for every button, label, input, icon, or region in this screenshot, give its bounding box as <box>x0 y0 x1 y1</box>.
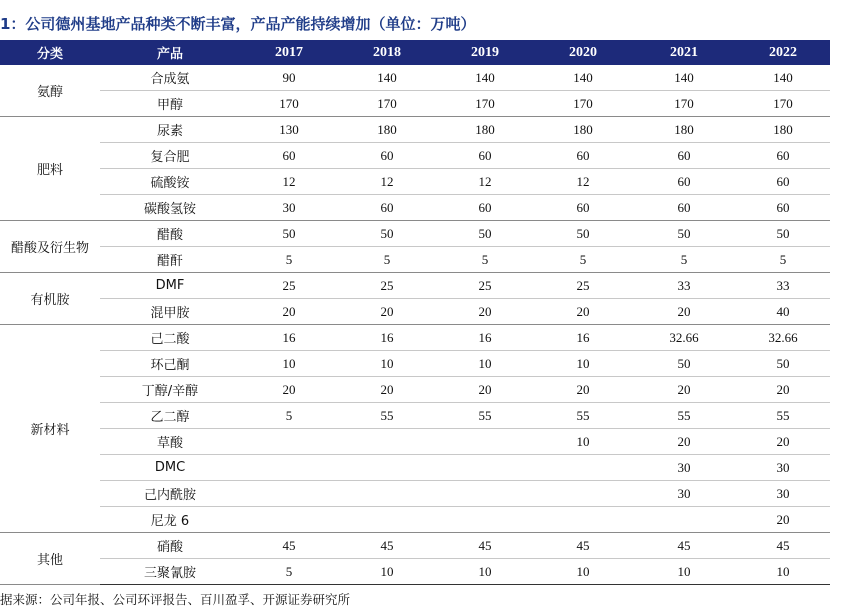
header-category: 分类 <box>0 40 100 65</box>
value-cell: 180 <box>632 117 736 143</box>
value-cell: 12 <box>240 169 338 195</box>
table-row <box>0 455 830 481</box>
category-cell: 肥料 <box>0 117 100 221</box>
category-cell: 有机胺 <box>0 273 100 325</box>
category-cell: 氨醇 <box>0 65 100 117</box>
value-cell: 16 <box>534 325 632 351</box>
value-cell: 10 <box>534 429 632 455</box>
value-cell: 10 <box>338 351 436 377</box>
value-cell: 16 <box>338 325 436 351</box>
product-cell: 醋酐 <box>100 247 240 273</box>
product-cell: 三聚氰胺 <box>100 559 240 585</box>
value-cell: 30 <box>632 481 736 507</box>
value-cell: 50 <box>534 221 632 247</box>
table-row <box>0 221 830 247</box>
table-row <box>0 507 830 533</box>
table-row <box>0 377 830 403</box>
value-cell: 20 <box>240 377 338 403</box>
value-cell: 10 <box>436 351 534 377</box>
value-cell: 10 <box>240 351 338 377</box>
product-cell: 碳酸氢铵 <box>100 195 240 221</box>
value-cell: 55 <box>534 403 632 429</box>
product-cell: 醋酸 <box>100 221 240 247</box>
value-cell: 32.66 <box>632 325 736 351</box>
value-cell <box>632 507 736 533</box>
value-cell: 25 <box>338 273 436 299</box>
header-year: 2022 <box>736 40 830 65</box>
value-cell: 45 <box>736 533 830 559</box>
source-note: 据来源：公司年报、公司环评报告、百川盈孚、开源证券研究所 <box>0 592 351 607</box>
value-cell <box>436 507 534 533</box>
product-cell: 甲醇 <box>100 91 240 117</box>
value-cell: 60 <box>632 195 736 221</box>
product-cell: DMF <box>100 273 240 299</box>
table-row <box>0 273 830 299</box>
value-cell: 20 <box>632 377 736 403</box>
value-cell: 33 <box>736 273 830 299</box>
value-cell: 20 <box>338 299 436 325</box>
value-cell: 55 <box>436 403 534 429</box>
product-cell: 合成氨 <box>100 65 240 91</box>
value-cell: 33 <box>632 273 736 299</box>
table-row <box>0 403 830 429</box>
value-cell: 5 <box>736 247 830 273</box>
value-cell: 170 <box>632 91 736 117</box>
table-row <box>0 559 830 585</box>
value-cell: 180 <box>534 117 632 143</box>
value-cell: 10 <box>736 559 830 585</box>
header-year: 2020 <box>534 40 632 65</box>
value-cell: 45 <box>632 533 736 559</box>
value-cell: 170 <box>240 91 338 117</box>
value-cell: 50 <box>736 351 830 377</box>
value-cell: 60 <box>632 143 736 169</box>
product-cell: 硝酸 <box>100 533 240 559</box>
table-row <box>0 351 830 377</box>
value-cell: 45 <box>338 533 436 559</box>
value-cell: 20 <box>338 377 436 403</box>
product-cell: 乙二醇 <box>100 403 240 429</box>
value-cell: 170 <box>736 91 830 117</box>
value-cell: 60 <box>736 195 830 221</box>
value-cell <box>534 481 632 507</box>
value-cell <box>338 429 436 455</box>
value-cell: 180 <box>338 117 436 143</box>
value-cell: 5 <box>436 247 534 273</box>
product-cell: 尿素 <box>100 117 240 143</box>
product-cell: 环己酮 <box>100 351 240 377</box>
value-cell: 12 <box>534 169 632 195</box>
value-cell: 50 <box>338 221 436 247</box>
value-cell: 45 <box>436 533 534 559</box>
value-cell: 60 <box>436 143 534 169</box>
header-product: 产品 <box>100 40 240 65</box>
value-cell <box>436 455 534 481</box>
value-cell: 16 <box>436 325 534 351</box>
value-cell: 60 <box>736 169 830 195</box>
value-cell: 30 <box>736 455 830 481</box>
value-cell: 170 <box>338 91 436 117</box>
value-cell: 25 <box>240 273 338 299</box>
value-cell: 25 <box>534 273 632 299</box>
value-cell: 30 <box>736 481 830 507</box>
product-cell: 混甲胺 <box>100 299 240 325</box>
value-cell: 45 <box>534 533 632 559</box>
value-cell: 16 <box>240 325 338 351</box>
table-row <box>0 325 830 351</box>
value-cell: 12 <box>436 169 534 195</box>
value-cell: 30 <box>632 455 736 481</box>
value-cell: 180 <box>736 117 830 143</box>
value-cell: 60 <box>338 195 436 221</box>
value-cell: 10 <box>534 559 632 585</box>
value-cell: 50 <box>632 221 736 247</box>
value-cell: 10 <box>436 559 534 585</box>
table-body <box>0 65 830 585</box>
value-cell: 50 <box>436 221 534 247</box>
value-cell <box>240 429 338 455</box>
value-cell <box>338 481 436 507</box>
value-cell <box>534 455 632 481</box>
value-cell: 5 <box>632 247 736 273</box>
table-row <box>0 533 830 559</box>
value-cell: 20 <box>436 299 534 325</box>
value-cell <box>436 429 534 455</box>
value-cell: 60 <box>436 195 534 221</box>
product-cell: 己内酰胺 <box>100 481 240 507</box>
value-cell: 55 <box>632 403 736 429</box>
value-cell: 10 <box>534 351 632 377</box>
table-row <box>0 169 830 195</box>
value-cell <box>338 507 436 533</box>
value-cell <box>240 455 338 481</box>
value-cell: 5 <box>338 247 436 273</box>
product-cell: 己二酸 <box>100 325 240 351</box>
product-cell: 草酸 <box>100 429 240 455</box>
value-cell: 140 <box>736 65 830 91</box>
value-cell: 20 <box>534 377 632 403</box>
table-row <box>0 247 830 273</box>
value-cell: 130 <box>240 117 338 143</box>
value-cell: 20 <box>736 377 830 403</box>
table-row <box>0 117 830 143</box>
value-cell: 40 <box>736 299 830 325</box>
value-cell: 50 <box>736 221 830 247</box>
value-cell: 20 <box>736 507 830 533</box>
table-row <box>0 91 830 117</box>
value-cell: 50 <box>632 351 736 377</box>
capacity-table <box>0 40 830 585</box>
value-cell <box>338 455 436 481</box>
table-row <box>0 143 830 169</box>
table-row <box>0 299 830 325</box>
value-cell: 170 <box>534 91 632 117</box>
value-cell: 60 <box>736 143 830 169</box>
header-year: 2018 <box>338 40 436 65</box>
value-cell: 90 <box>240 65 338 91</box>
value-cell: 140 <box>534 65 632 91</box>
value-cell <box>534 507 632 533</box>
value-cell: 55 <box>338 403 436 429</box>
category-cell: 其他 <box>0 533 100 585</box>
value-cell: 25 <box>436 273 534 299</box>
value-cell: 10 <box>338 559 436 585</box>
table-row <box>0 65 830 91</box>
value-cell: 60 <box>534 195 632 221</box>
value-cell: 50 <box>240 221 338 247</box>
value-cell: 45 <box>240 533 338 559</box>
value-cell: 140 <box>436 65 534 91</box>
category-cell: 醋酸及衍生物 <box>0 221 100 273</box>
value-cell: 5 <box>240 403 338 429</box>
value-cell: 30 <box>240 195 338 221</box>
value-cell: 5 <box>240 559 338 585</box>
value-cell: 60 <box>338 143 436 169</box>
value-cell: 140 <box>338 65 436 91</box>
value-cell: 55 <box>736 403 830 429</box>
product-cell: 硫酸铵 <box>100 169 240 195</box>
product-cell: 丁醇/辛醇 <box>100 377 240 403</box>
header-year: 2021 <box>632 40 736 65</box>
table-title: 1：公司德州基地产品种类不断丰富，产品产能持续增加（单位：万吨） <box>0 15 476 33</box>
value-cell: 60 <box>240 143 338 169</box>
value-cell: 12 <box>338 169 436 195</box>
header-year: 2017 <box>240 40 338 65</box>
value-cell: 140 <box>632 65 736 91</box>
value-cell: 20 <box>632 299 736 325</box>
value-cell: 20 <box>632 429 736 455</box>
value-cell: 10 <box>632 559 736 585</box>
value-cell: 180 <box>436 117 534 143</box>
value-cell: 5 <box>534 247 632 273</box>
value-cell: 32.66 <box>736 325 830 351</box>
value-cell: 20 <box>534 299 632 325</box>
value-cell <box>240 507 338 533</box>
product-cell: DMC <box>100 455 240 481</box>
value-cell <box>436 481 534 507</box>
table-row <box>0 481 830 507</box>
header-year: 2019 <box>436 40 534 65</box>
value-cell: 170 <box>436 91 534 117</box>
table-row <box>0 195 830 221</box>
value-cell: 20 <box>736 429 830 455</box>
value-cell <box>240 481 338 507</box>
product-cell: 尼龙 6 <box>100 507 240 533</box>
value-cell: 20 <box>240 299 338 325</box>
category-cell: 新材料 <box>0 325 100 533</box>
value-cell: 60 <box>534 143 632 169</box>
product-cell: 复合肥 <box>100 143 240 169</box>
header-row <box>0 40 830 65</box>
table-row <box>0 429 830 455</box>
value-cell: 5 <box>240 247 338 273</box>
value-cell: 20 <box>436 377 534 403</box>
value-cell: 60 <box>632 169 736 195</box>
